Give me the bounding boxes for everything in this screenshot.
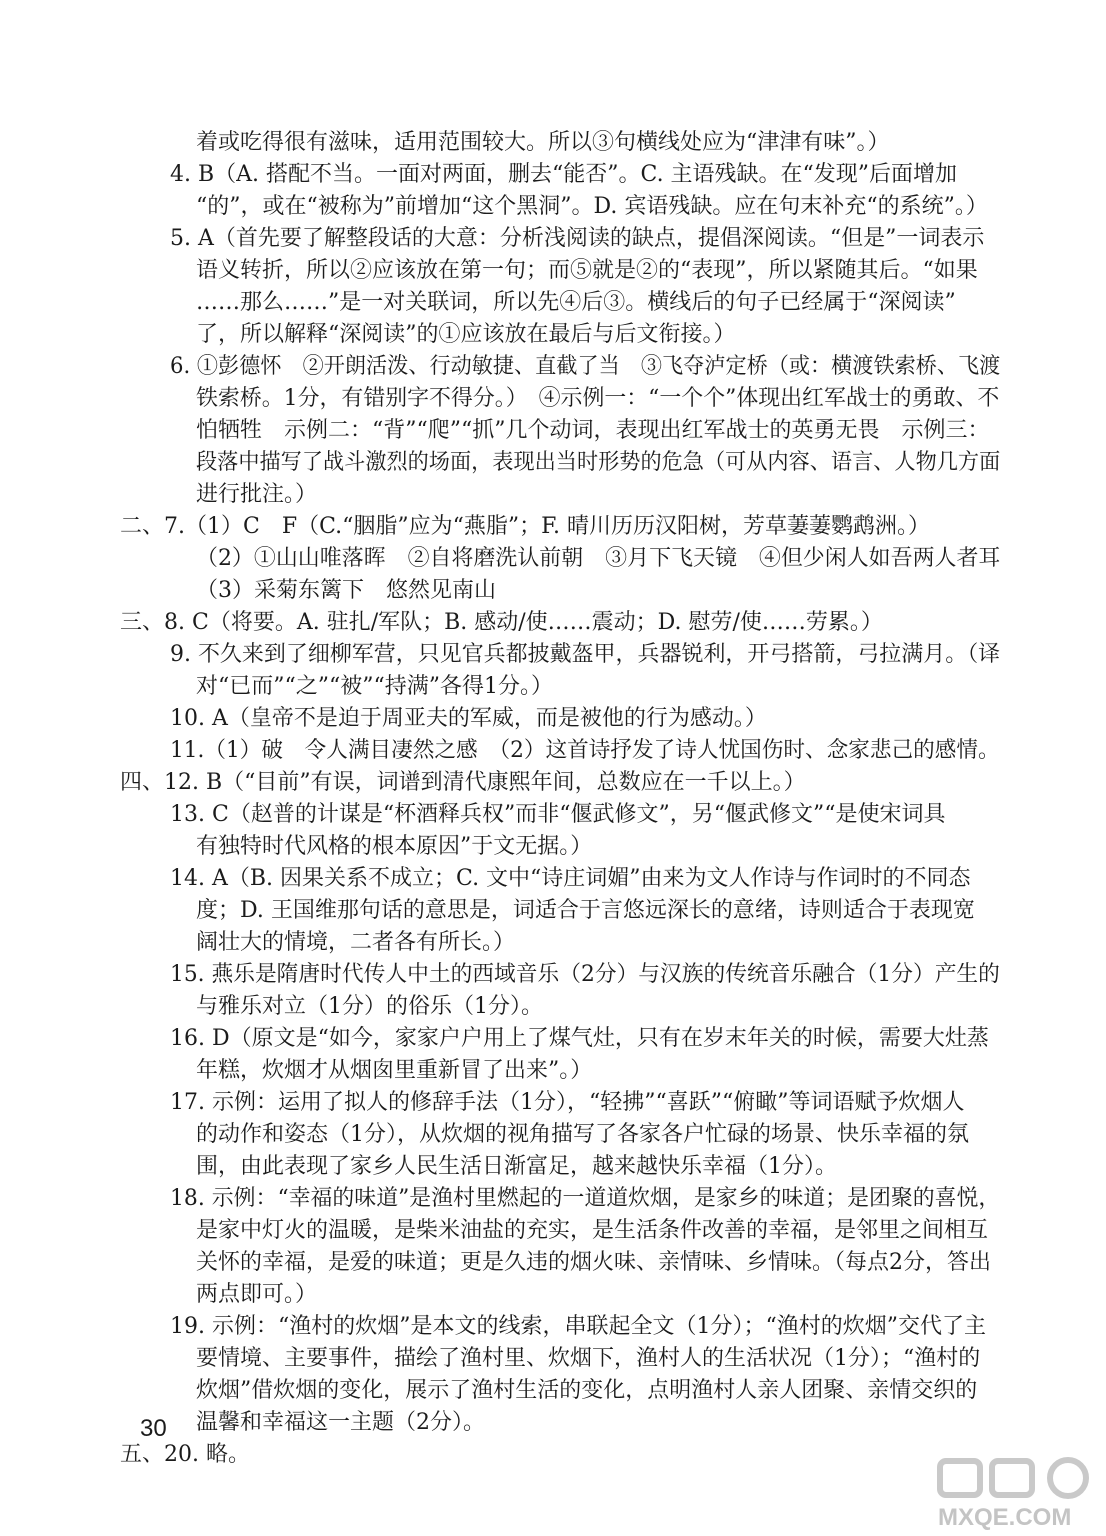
text-line: （2）①山山唯落晖 ②自将磨洗认前朝 ③月下飞天镜 ④但少闲人如吾两人者耳 (196, 546, 1001, 571)
text-line: ……那么……”是一对关联词，所以先④后③。横线后的句子已经属于“深阅读” (196, 290, 956, 315)
text-line: 对“已而”“之”“被”“持满”各得1分。） (196, 674, 553, 699)
text-line: 了，所以解释“深阅读”的①应该放在最后与后文衔接。） (196, 322, 736, 347)
page-number: 30 (140, 1415, 167, 1442)
text-line: 关怀的幸福，是爱的味道；更是久违的烟火味、亲情味、乡情味。（每点2分，答出 (196, 1250, 991, 1275)
text-line: 是家中灯火的温暖，是柴米油盐的充实，是生活条件改善的幸福，是邻里之间相互 (196, 1218, 989, 1243)
text-line: 年糕，炊烟才从烟囱里重新冒了出来”。） (196, 1058, 593, 1083)
text-line: 铁索桥。1分，有错别字不得分。） ④示例一：“一个个”体现出红军战士的勇敢、不 (196, 386, 1000, 411)
text-line: 14. A（B. 因果关系不成立；C. 文中“诗庄词媚”由来为文人作诗与作词时的不同态 (170, 866, 971, 891)
text-line: 要情境、主要事件，描绘了渔村里、炊烟下，渔村人的生活状况（1分）；“渔村的 (196, 1346, 981, 1371)
text-line: 段落中描写了战斗激烈的场面，表现出当时形势的危急（可从内容、语言、人物几方面 (196, 450, 1001, 475)
text-line: （3）采菊东篱下 悠然见南山 (196, 578, 496, 603)
text-line: “的”，或在“被称为”前增加“这个黑洞”。D. 宾语残缺。应在句末补充“的系统”。） (196, 194, 988, 219)
text-line: 9. 不久来到了细柳军营，只见官兵都披戴盔甲，兵器锐利，开弓搭箭，弓拉满月。（译 (170, 642, 1001, 667)
text-line: 炊烟”借炊烟的变化，展示了渔村生活的变化，点明渔村人亲人团聚、亲情交织的 (196, 1378, 978, 1403)
text-line: 与雅乐对立（1分）的俗乐（1分）。 (196, 994, 543, 1019)
text-line: 四、12. B（“目前”有误，词谱到清代康熙年间，总数应在一千以上。） (120, 770, 806, 795)
text-line: 度；D. 王国维那句话的意思是，词适合于言悠远深长的意绪，诗则适合于表现宽 (196, 898, 975, 923)
text-line: 5. A（首先要了解整段话的大意：分析浅阅读的缺点，提倡深阅读。“但是”一词表示 (170, 226, 985, 251)
text-line: 进行批注。） (196, 482, 318, 507)
text-line: 二、7.（1）C F（C.“胭脂”应为“燕脂”；F. 晴川历历汉阳树，芳草萋萋鹦鹉洲。） (120, 514, 930, 539)
text-line: 11.（1）破 令人满目凄然之感 （2）这首诗抒发了诗人忧国伤时、念家悲己的感情。 (170, 738, 1000, 763)
text-line: 两点即可。） (196, 1282, 318, 1307)
text-line: 18. 示例：“幸福的味道”是渔村里燃起的一道道炊烟，是家乡的味道；是团聚的喜悦， (170, 1186, 1001, 1211)
watermark-logo (930, 1455, 1100, 1531)
text-line: 的动作和姿态（1分），从炊烟的视角描写了各家各户忙碌的场景、快乐幸福的氛 (196, 1122, 969, 1147)
text-line: 怕牺牲 示例二：“背”“爬”“抓”几个动词，表现出红军战士的英勇无畏 示例三： (196, 418, 990, 443)
text-line: 17. 示例：运用了拟人的修辞手法（1分），“轻拂”“喜跃”“俯瞰”等词语赋予炊烟人 (170, 1090, 965, 1115)
text-line: 语义转折，所以②应该放在第一句；而⑤就是②的“表现”，所以紧随其后。“如果 (196, 258, 978, 283)
text-line: 15. 燕乐是隋唐时代传人中土的西域音乐（2分）与汉族的传统音乐融合（1分）产生的 (170, 962, 1000, 987)
text-line: 19. 示例：“渔村的炊烟”是本文的线索，串联起全文（1分）；“渔村的炊烟”交代了主 (170, 1314, 986, 1339)
text-line: 13. C（赵普的计谋是“杯酒释兵权”而非“偃武修文”，另“偃武修文”“是使宋词具 (170, 802, 946, 827)
text-line: 三、8. C（将要。A. 驻扎/军队；B. 感动/使……震动；D. 慰劳/使……劳累。） (120, 610, 883, 635)
text-line: 10. A（皇帝不是迫于周亚夫的军威，而是被他的行为感动。） (170, 706, 767, 731)
text-line: 阔壮大的情境，二者各有所长。） (196, 930, 516, 955)
text-line: 五、20. 略。 (120, 1442, 250, 1467)
text-line: 6. ①彭德怀 ②开朗活泼、行动敏捷、直截了当 ③飞夺泸定桥（或：横渡铁索桥、飞渡 (170, 354, 1001, 379)
svg-text:MXQE.COM: MXQE.COM (938, 1504, 1072, 1531)
text-line: 4. B（A. 搭配不当。一面对两面，删去“能否”。C. 主语残缺。在“发现”后面增加 (170, 162, 958, 187)
text-line: 16. D（原文是“如今，家家户户用上了煤气灶，只有在岁末年关的时候，需要大灶蒸 (170, 1026, 989, 1051)
text-line: 温馨和幸福这一主题（2分）。 (196, 1410, 485, 1435)
text-line: 着或吃得很有滋味，适用范围较大。所以③句横线处应为“津津有味”。） (196, 130, 890, 155)
text-line: 围，由此表现了家乡人民生活日渐富足，越来越快乐幸福（1分）。 (196, 1154, 837, 1179)
text-line: 有独特时代风格的根本原因”于文无据。） (196, 834, 593, 859)
